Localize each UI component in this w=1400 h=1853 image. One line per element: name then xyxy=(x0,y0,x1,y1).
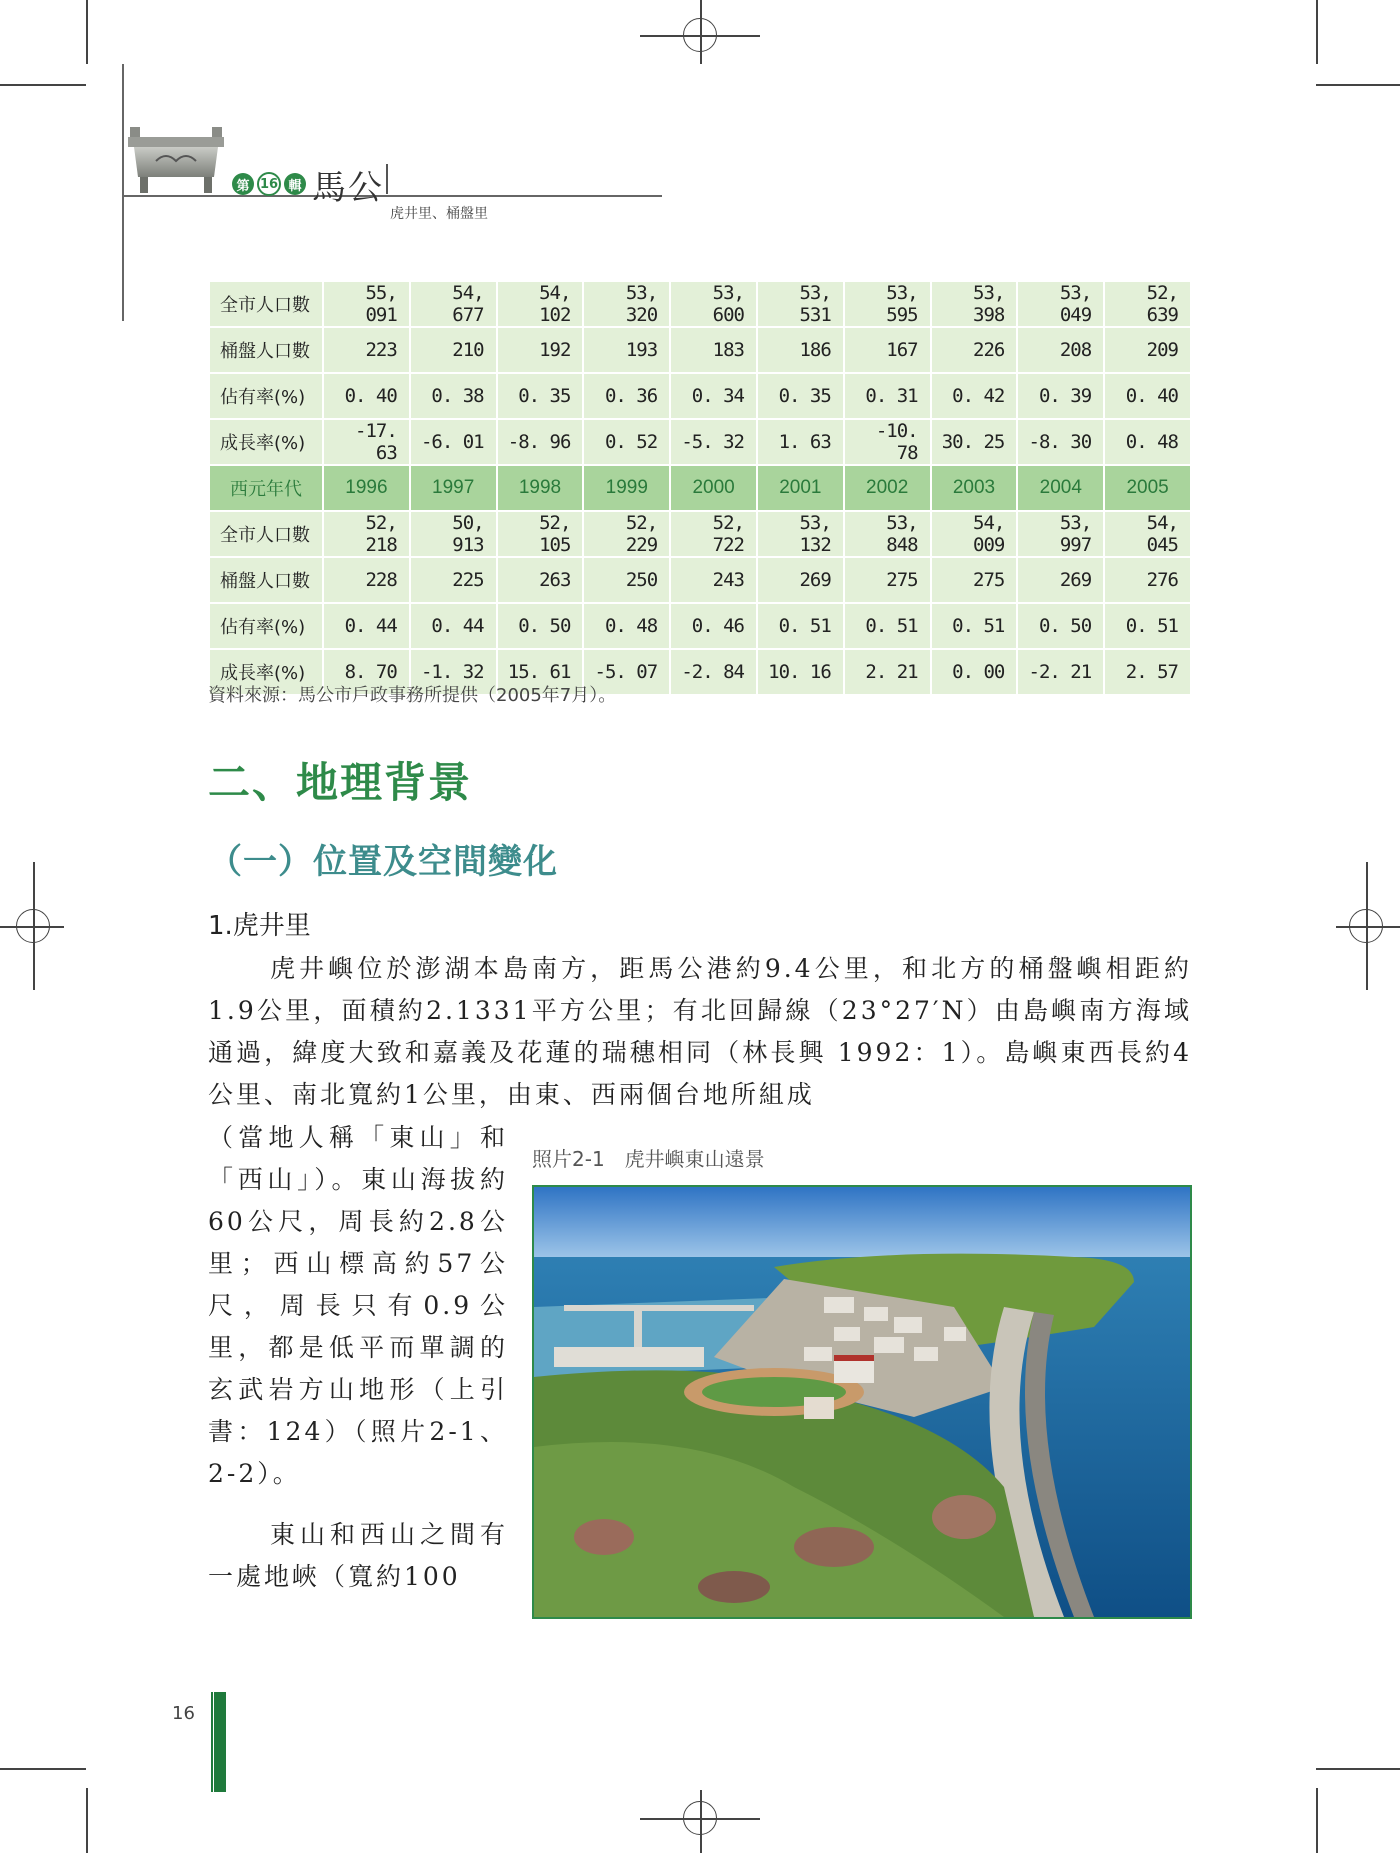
table-cell: 55, 091 xyxy=(323,281,410,327)
body-paragraph: 虎井嶼位於澎湖本島南方，距馬公港約9.4公里，和北方的桶盤嶼相距約1.9公里，面積約2.1331平方公里；有北回歸線（23°27′N）由島嶼南方海域通過，緯度大致和嘉義及花蓮的瑞穗相同（林長興 1992：1）。島嶼東西長約4公里、南北寬約1公里，由東、西兩個台地所組成 xyxy=(208,954,1192,1109)
table-cell: 2002 xyxy=(844,465,931,511)
table-cell: 52, 639 xyxy=(1104,281,1191,327)
row-header: 西元年代 xyxy=(209,465,323,511)
row-header: 成長率(%) xyxy=(209,649,323,695)
table-cell: 50, 913 xyxy=(410,511,497,557)
table-cell: 209 xyxy=(1104,327,1191,373)
table-cell: 226 xyxy=(931,327,1018,373)
header-vertical-rule xyxy=(122,64,124,321)
crop-mark xyxy=(0,1768,86,1770)
table-cell: 186 xyxy=(757,327,844,373)
table-cell: 0. 51 xyxy=(1104,603,1191,649)
table-cell: 243 xyxy=(670,557,757,603)
table-row xyxy=(209,557,1191,603)
table-cell: 1996 xyxy=(323,465,410,511)
table-cell: 10. 16 xyxy=(757,649,844,695)
table-cell: 2. 57 xyxy=(1104,649,1191,695)
table-cell: 0. 38 xyxy=(410,373,497,419)
table-cell: 275 xyxy=(931,557,1018,603)
table-cell: 0. 34 xyxy=(670,373,757,419)
table-cell: -5. 07 xyxy=(583,649,670,695)
table-cell: 269 xyxy=(1017,557,1104,603)
population-table xyxy=(208,280,1192,696)
table-cell: 208 xyxy=(1017,327,1104,373)
table-cell: 15. 61 xyxy=(497,649,584,695)
crop-mark xyxy=(1316,1788,1318,1853)
row-header: 全市人口數 xyxy=(209,281,323,327)
table-cell: 275 xyxy=(844,557,931,603)
table-cell: 53, 848 xyxy=(844,511,931,557)
table-row xyxy=(209,373,1191,419)
table-cell: 53, 531 xyxy=(757,281,844,327)
table-cell: 30. 25 xyxy=(931,419,1018,465)
table-cell: 1999 xyxy=(583,465,670,511)
row-header: 佔有率(%) xyxy=(209,373,323,419)
subsection-heading: （一）位置及空間變化 xyxy=(208,842,558,882)
table-cell: 223 xyxy=(323,327,410,373)
table-cell: 0. 35 xyxy=(757,373,844,419)
table-cell: 0. 44 xyxy=(323,603,410,649)
table-cell: 0. 36 xyxy=(583,373,670,419)
table-row xyxy=(209,511,1191,557)
table-cell: 2005 xyxy=(1104,465,1191,511)
item-heading: 1.虎井里 xyxy=(208,911,311,941)
series-badge xyxy=(232,172,306,196)
row-header: 桶盤人口數 xyxy=(209,327,323,373)
series-number: 16 xyxy=(257,172,281,196)
row-header: 全市人口數 xyxy=(209,511,323,557)
table-cell: 0. 40 xyxy=(323,373,410,419)
table-cell: 2000 xyxy=(670,465,757,511)
table-row xyxy=(209,419,1191,465)
table-cell: 250 xyxy=(583,557,670,603)
table-cell: 2001 xyxy=(757,465,844,511)
table-cell: 0. 31 xyxy=(844,373,931,419)
table-cell: -8. 30 xyxy=(1017,419,1104,465)
registration-mark xyxy=(16,909,50,943)
table-cell: 1. 63 xyxy=(757,419,844,465)
book-title: 馬公 xyxy=(312,168,384,208)
page-number: 16 xyxy=(172,1703,195,1724)
table-cell: -8. 96 xyxy=(497,419,584,465)
chapter-subtitle: 虎井里、桶盤里 xyxy=(390,206,488,222)
series-prefix: 第 xyxy=(232,173,254,195)
table-cell: 193 xyxy=(583,327,670,373)
page-bar xyxy=(214,1692,226,1792)
table-cell: 269 xyxy=(757,557,844,603)
registration-mark xyxy=(1349,909,1383,943)
table-cell: -10. 78 xyxy=(844,419,931,465)
table-cell: 54, 009 xyxy=(931,511,1018,557)
table-cell: 53, 997 xyxy=(1017,511,1104,557)
crop-mark xyxy=(1316,0,1318,64)
table-cell: -2. 84 xyxy=(670,649,757,695)
header-horizontal-rule xyxy=(122,195,662,197)
body-paragraph-continued: （當地人稱「東山」和「西山」）。東山海拔約60公尺，周長約2.8公里；西山標高約57公尺，周長只有0.9公里，都是低平而單調的玄武岩方山地形（上引書：124）（照片2-1、2-2）。 xyxy=(208,1123,508,1488)
table-cell: 1997 xyxy=(410,465,497,511)
table-cell: 225 xyxy=(410,557,497,603)
table-cell: 53, 049 xyxy=(1017,281,1104,327)
table-cell: 0. 50 xyxy=(497,603,584,649)
table-cell: 0. 51 xyxy=(844,603,931,649)
landscape-photo xyxy=(532,1185,1192,1619)
table-cell: 52, 229 xyxy=(583,511,670,557)
title-divider xyxy=(386,164,388,194)
table-cell: 54, 677 xyxy=(410,281,497,327)
series-suffix: 輯 xyxy=(284,173,306,195)
crop-mark xyxy=(1316,1768,1400,1770)
table-cell: 2. 21 xyxy=(844,649,931,695)
table-cell: -1. 32 xyxy=(410,649,497,695)
island-landscape-image xyxy=(534,1187,1190,1617)
table-cell: 8. 70 xyxy=(323,649,410,695)
page-bar-line xyxy=(211,1692,213,1792)
table-cell: 52, 105 xyxy=(497,511,584,557)
table-cell: 0. 40 xyxy=(1104,373,1191,419)
table-row xyxy=(209,281,1191,327)
bronze-vessel-icon xyxy=(126,125,226,195)
table-cell: 0. 51 xyxy=(757,603,844,649)
table-cell: 0. 48 xyxy=(1104,419,1191,465)
table-cell: 54, 045 xyxy=(1104,511,1191,557)
table-cell: 0. 42 xyxy=(931,373,1018,419)
section-heading: 二、地理背景 xyxy=(208,758,473,807)
body-paragraph-2: 東山和西山之間有一處地峽（寬約100 xyxy=(208,1520,508,1591)
table-row xyxy=(209,465,1191,511)
table-cell: 53, 132 xyxy=(757,511,844,557)
table-cell: -2. 21 xyxy=(1017,649,1104,695)
table-cell: 228 xyxy=(323,557,410,603)
table-cell: -17. 63 xyxy=(323,419,410,465)
table-cell: 0. 52 xyxy=(583,419,670,465)
table-cell: 0. 44 xyxy=(410,603,497,649)
table-cell: -6. 01 xyxy=(410,419,497,465)
table-cell: 2003 xyxy=(931,465,1018,511)
table-cell: 0. 48 xyxy=(583,603,670,649)
table-cell: 54, 102 xyxy=(497,281,584,327)
table-cell: 2004 xyxy=(1017,465,1104,511)
row-header: 佔有率(%) xyxy=(209,603,323,649)
table-cell: 0. 39 xyxy=(1017,373,1104,419)
table-cell: 183 xyxy=(670,327,757,373)
photo-caption: 照片2-1 虎井嶼東山遠景 xyxy=(532,1147,765,1171)
crop-mark xyxy=(1316,84,1400,86)
table-cell: 167 xyxy=(844,327,931,373)
table-cell: 210 xyxy=(410,327,497,373)
crop-mark xyxy=(86,1788,88,1853)
table-cell: 263 xyxy=(497,557,584,603)
registration-mark xyxy=(683,1801,717,1835)
table-cell: -5. 32 xyxy=(670,419,757,465)
table-row xyxy=(209,603,1191,649)
table-cell: 0. 35 xyxy=(497,373,584,419)
table-cell: 53, 595 xyxy=(844,281,931,327)
table-cell: 0. 46 xyxy=(670,603,757,649)
table-cell: 192 xyxy=(497,327,584,373)
table-cell: 1998 xyxy=(497,465,584,511)
table-cell: 52, 722 xyxy=(670,511,757,557)
table-source: 資料來源：馬公市戶政事務所提供（2005年7月）。 xyxy=(208,685,617,706)
crop-mark xyxy=(86,0,88,64)
table-cell: 0. 50 xyxy=(1017,603,1104,649)
table-cell: 53, 320 xyxy=(583,281,670,327)
row-header: 桶盤人口數 xyxy=(209,557,323,603)
registration-mark xyxy=(683,18,717,52)
table-cell: 52, 218 xyxy=(323,511,410,557)
table-cell: 276 xyxy=(1104,557,1191,603)
table-cell: 0. 51 xyxy=(931,603,1018,649)
table-cell: 0. 00 xyxy=(931,649,1018,695)
crop-mark xyxy=(0,84,86,86)
table-cell: 53, 398 xyxy=(931,281,1018,327)
row-header: 成長率(%) xyxy=(209,419,323,465)
table-cell: 53, 600 xyxy=(670,281,757,327)
table-row xyxy=(209,327,1191,373)
